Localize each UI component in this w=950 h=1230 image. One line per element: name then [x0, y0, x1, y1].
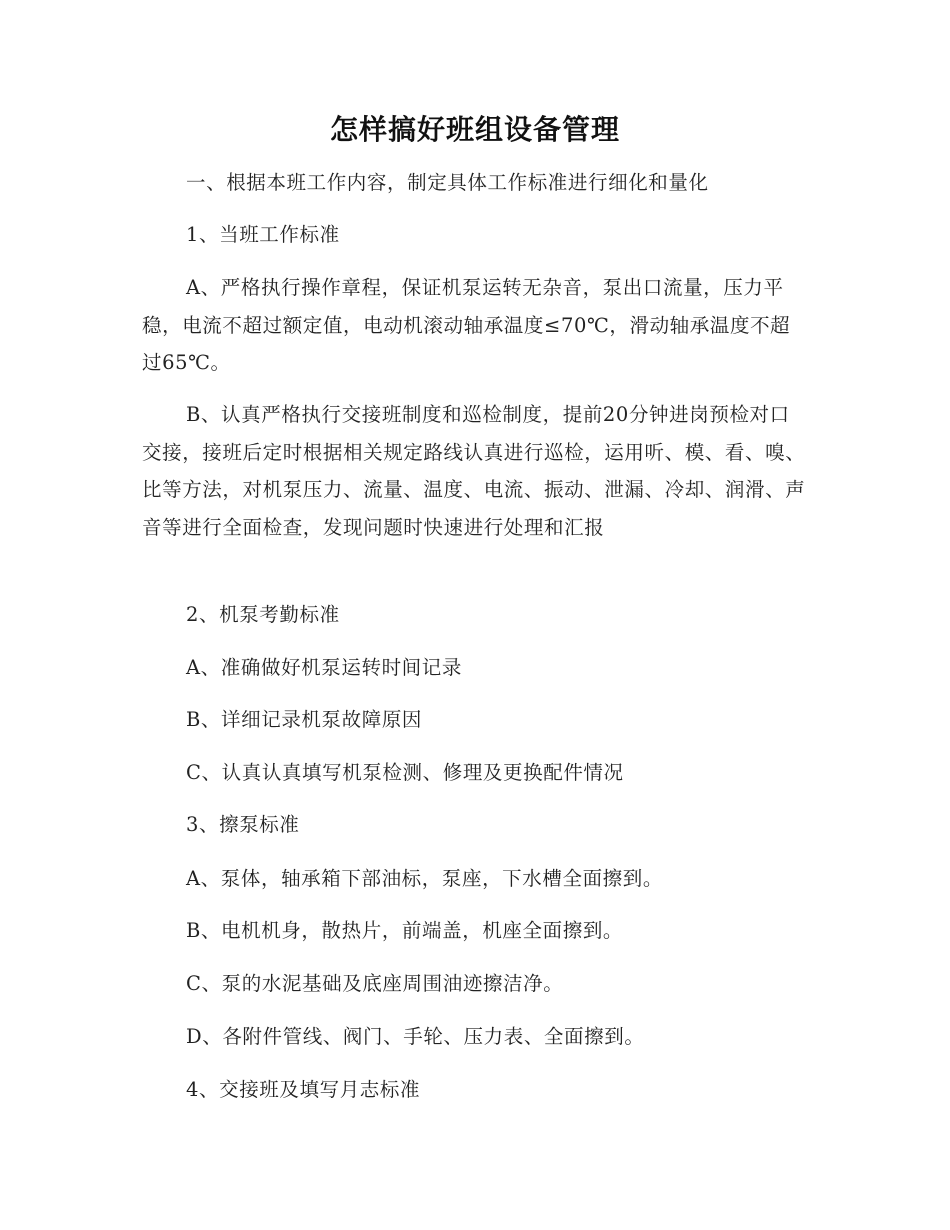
paragraph-2c: C、认真认真填写机泵检测、修理及更换配件情况: [186, 761, 624, 784]
subsection-heading-2: 2、机泵考勤标准: [186, 603, 340, 626]
paragraph-3c: C、泵的水泥基础及底座周围油迹擦洁净。: [186, 972, 564, 995]
paragraph-1b: B、认真严格执行交接班制度和巡检制度，提前20分钟进岗预检对口交接，接班后定时根据相关规定路线认真进行巡检，运用听、模、看、嗅、比等方法，对机泵压力、流量、温度、电流、振动、泄漏、冷却、润滑、声音等进行全面检查，发现问题时快速进行处理和汇报: [142, 403, 806, 539]
paragraph-2b: B、详细记录机泵故障原因: [186, 708, 423, 731]
section-heading-1: 一、根据本班工作内容，制定具体工作标准进行细化和量化: [186, 171, 709, 194]
subsection-heading-1: 1、当班工作标准: [186, 223, 340, 246]
paragraph-3a: A、泵体，轴承箱下部油标，泵座，下水槽全面擦到。: [186, 867, 663, 890]
paragraph-1a: A、严格执行操作章程，保证机泵运转无杂音，泵出口流量，压力平稳，电流不超过额定值，电动机滚动轴承温度≤70℃，滑动轴承温度不超过65℃。: [142, 276, 791, 374]
subsection-heading-3: 3、擦泵标准: [186, 813, 300, 836]
paragraph-3b: B、电机机身，散热片，前端盖，机座全面擦到。: [186, 919, 624, 942]
subsection-heading-4: 4、交接班及填写月志标准: [186, 1078, 421, 1101]
paragraph-2a: A、准确做好机泵运转时间记录: [186, 656, 462, 679]
paragraph-3d: D、各附件管线、阀门、手轮、压力表、全面擦到。: [186, 1025, 645, 1048]
document-title: 怎样搞好班组设备管理: [329, 113, 620, 146]
